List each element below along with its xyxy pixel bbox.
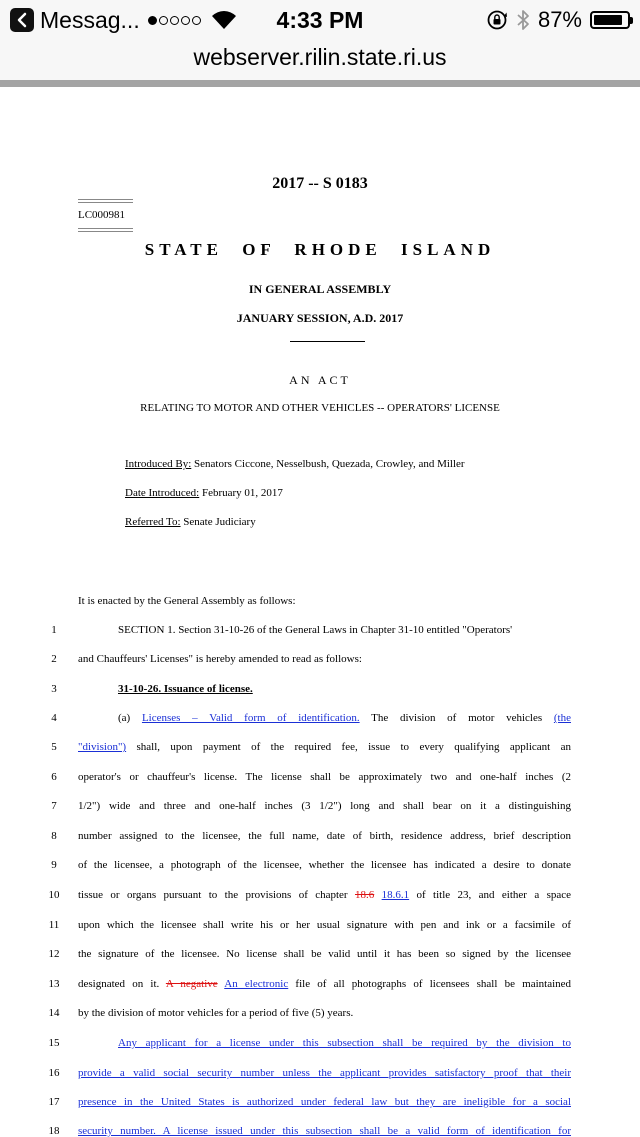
status-time: 4:33 PM (276, 7, 364, 33)
bill-line-9: of the licensee, a photograph of the licensee, whether the licensee has indicated a desire to donate (78, 859, 571, 871)
line-number: 9 (51, 859, 57, 871)
bill-line-7: 1/2") wide and three and one-half inches (3 1/2") long and shall bear on it a distinguishing (78, 800, 571, 812)
bill-line-5 (78, 741, 571, 753)
line-number: 14 (48, 1007, 60, 1019)
signal-dot (148, 16, 157, 25)
bill-line-12: the signature of the licensee. No license shall be valid until it has been so signed by the licensee (78, 948, 571, 960)
introduced-by-label: Introduced By: (125, 458, 192, 470)
bill-line-18 (78, 1125, 571, 1137)
bill-line-2: and Chauffeurs' Licenses" is hereby amended to read as follows: (78, 653, 362, 665)
state-heading: STATE OF RHODE ISLAND (144, 240, 496, 259)
referred-to (125, 516, 256, 528)
line-number: 2 (51, 653, 57, 665)
inserted-text: 18.6.1 (381, 889, 410, 901)
double-rule-bottom (78, 228, 133, 232)
double-rule-top (78, 199, 133, 203)
line-number: 6 (51, 771, 57, 783)
signal-dot (192, 16, 201, 25)
inserted-text: "division") (78, 741, 127, 753)
bill-line-17 (78, 1096, 571, 1108)
status-right (478, 6, 630, 34)
url-text[interactable]: webserver.rilin.state.ri.us (193, 44, 447, 70)
bill-line-16 (78, 1067, 571, 1079)
bill-line-10 (78, 889, 571, 901)
referred-to-label: Referred To: (125, 516, 181, 528)
line-number: 13 (48, 978, 60, 990)
line-number: 8 (51, 830, 57, 842)
toolbar-divider (0, 80, 640, 87)
act-title: RELATING TO MOTOR AND OTHER VEHICLES -- OPERATORS' LICENSE (140, 402, 500, 414)
inserted-text: (the (553, 712, 571, 724)
line-text: The division of motor vehicles (359, 712, 554, 724)
line-number: 1 (51, 624, 57, 636)
line-text: of title 23, and either a space (409, 889, 572, 901)
back-to-app-button[interactable] (10, 8, 34, 32)
line-number: 4 (51, 712, 57, 724)
bill-line-14: by the division of motor vehicles for a period of five (5) years. (78, 1007, 354, 1019)
line-number: 16 (48, 1067, 60, 1079)
battery-tip (630, 17, 633, 24)
line-number: 10 (48, 889, 60, 901)
deleted-text: A negative (165, 978, 218, 990)
bill-line-3 (78, 683, 571, 695)
line-number: 12 (48, 948, 60, 960)
back-app-label[interactable]: Messag... (40, 7, 140, 33)
bill-line-6: operator's or chauffeur's license. The license shall be approximately two and one-half inches (2 (78, 771, 571, 783)
line-number: 3 (51, 683, 57, 695)
introduced-by (125, 458, 465, 470)
bill-line-15 (78, 1037, 571, 1049)
cellular-signal-icon (148, 16, 203, 25)
bill-line-11: upon which the licensee shall write his or her usual signature with pen and ink or a facsimile of (78, 919, 571, 931)
heading-rule (290, 341, 365, 342)
line-text: tissue or organs pursuant to the provisions of chapter (78, 889, 355, 901)
line-number: 11 (48, 919, 60, 931)
section-title: 31-10-26. Issuance of license. (118, 683, 253, 695)
bill-line-13 (78, 978, 571, 990)
line-text: file of all photographs of licensees shall be maintained (288, 978, 572, 990)
line-number: 15 (48, 1037, 60, 1049)
act-heading: AN ACT (289, 373, 351, 387)
signal-dot (170, 16, 179, 25)
battery-percent: 87% (537, 7, 582, 32)
deleted-text: 18.6 (354, 889, 375, 901)
inserted-text: An electronic (224, 978, 289, 990)
assembly-heading: IN GENERAL ASSEMBLY (248, 282, 392, 296)
battery-icon (590, 11, 630, 29)
bill-line-8: number assigned to the licensee, the full name, date of birth, residence address, brief description (78, 830, 571, 842)
line-text: (a) (118, 712, 142, 724)
bill-number: 2017 -- S 0183 (272, 175, 368, 192)
line-number: 5 (51, 741, 57, 753)
bluetooth-icon (516, 8, 530, 32)
date-introduced-label: Date Introduced: (125, 487, 200, 499)
signal-dot (159, 16, 168, 25)
bill-line-1: SECTION 1. Section 31-10-26 of the General Laws in Chapter 31-10 entitled "Operators' (118, 624, 513, 636)
inserted-text: Licenses – Valid form of identification. (141, 712, 360, 724)
back-arrow-icon (15, 12, 29, 28)
rotation-lock-icon (486, 9, 508, 31)
line-number: 18 (48, 1125, 60, 1137)
inserted-text: security number. A license issued under this subsection shall be a valid form of identification for (78, 1125, 571, 1137)
inserted-text: Any applicant for a license under this subsection shall be required by the division to (118, 1037, 571, 1049)
date-introduced (125, 487, 283, 499)
line-text: shall, upon payment of the required fee, issue to every qualifying applicant an (126, 741, 571, 753)
referred-to-value: Senate Judiciary (183, 516, 256, 528)
bill-document (0, 87, 640, 1136)
date-introduced-value: February 01, 2017 (201, 487, 283, 499)
browser-url-bar[interactable] (0, 40, 640, 81)
status-bar (0, 0, 640, 40)
inserted-text: presence in the United States is authorized under federal law but they are ineligible for a social (78, 1096, 571, 1108)
session-heading: JANUARY SESSION, A.D. 2017 (236, 311, 404, 325)
line-text: designated on it. (78, 978, 166, 990)
signal-dot (181, 16, 190, 25)
lc-number: LC000981 (78, 209, 126, 221)
line-number: 7 (51, 800, 57, 812)
bill-line-4 (78, 712, 571, 724)
wifi-icon (211, 10, 237, 30)
inserted-text: provide a valid social security number unless the applicant provides satisfactory proof that their (78, 1067, 571, 1079)
introduced-by-value: Senators Ciccone, Nesselbush, Quezada, Crowley, and Miller (194, 458, 465, 470)
line-number: 17 (48, 1096, 60, 1108)
enacting-clause: It is enacted by the General Assembly as follows: (78, 595, 296, 607)
battery-level-fill (594, 15, 622, 25)
status-left (10, 6, 237, 34)
